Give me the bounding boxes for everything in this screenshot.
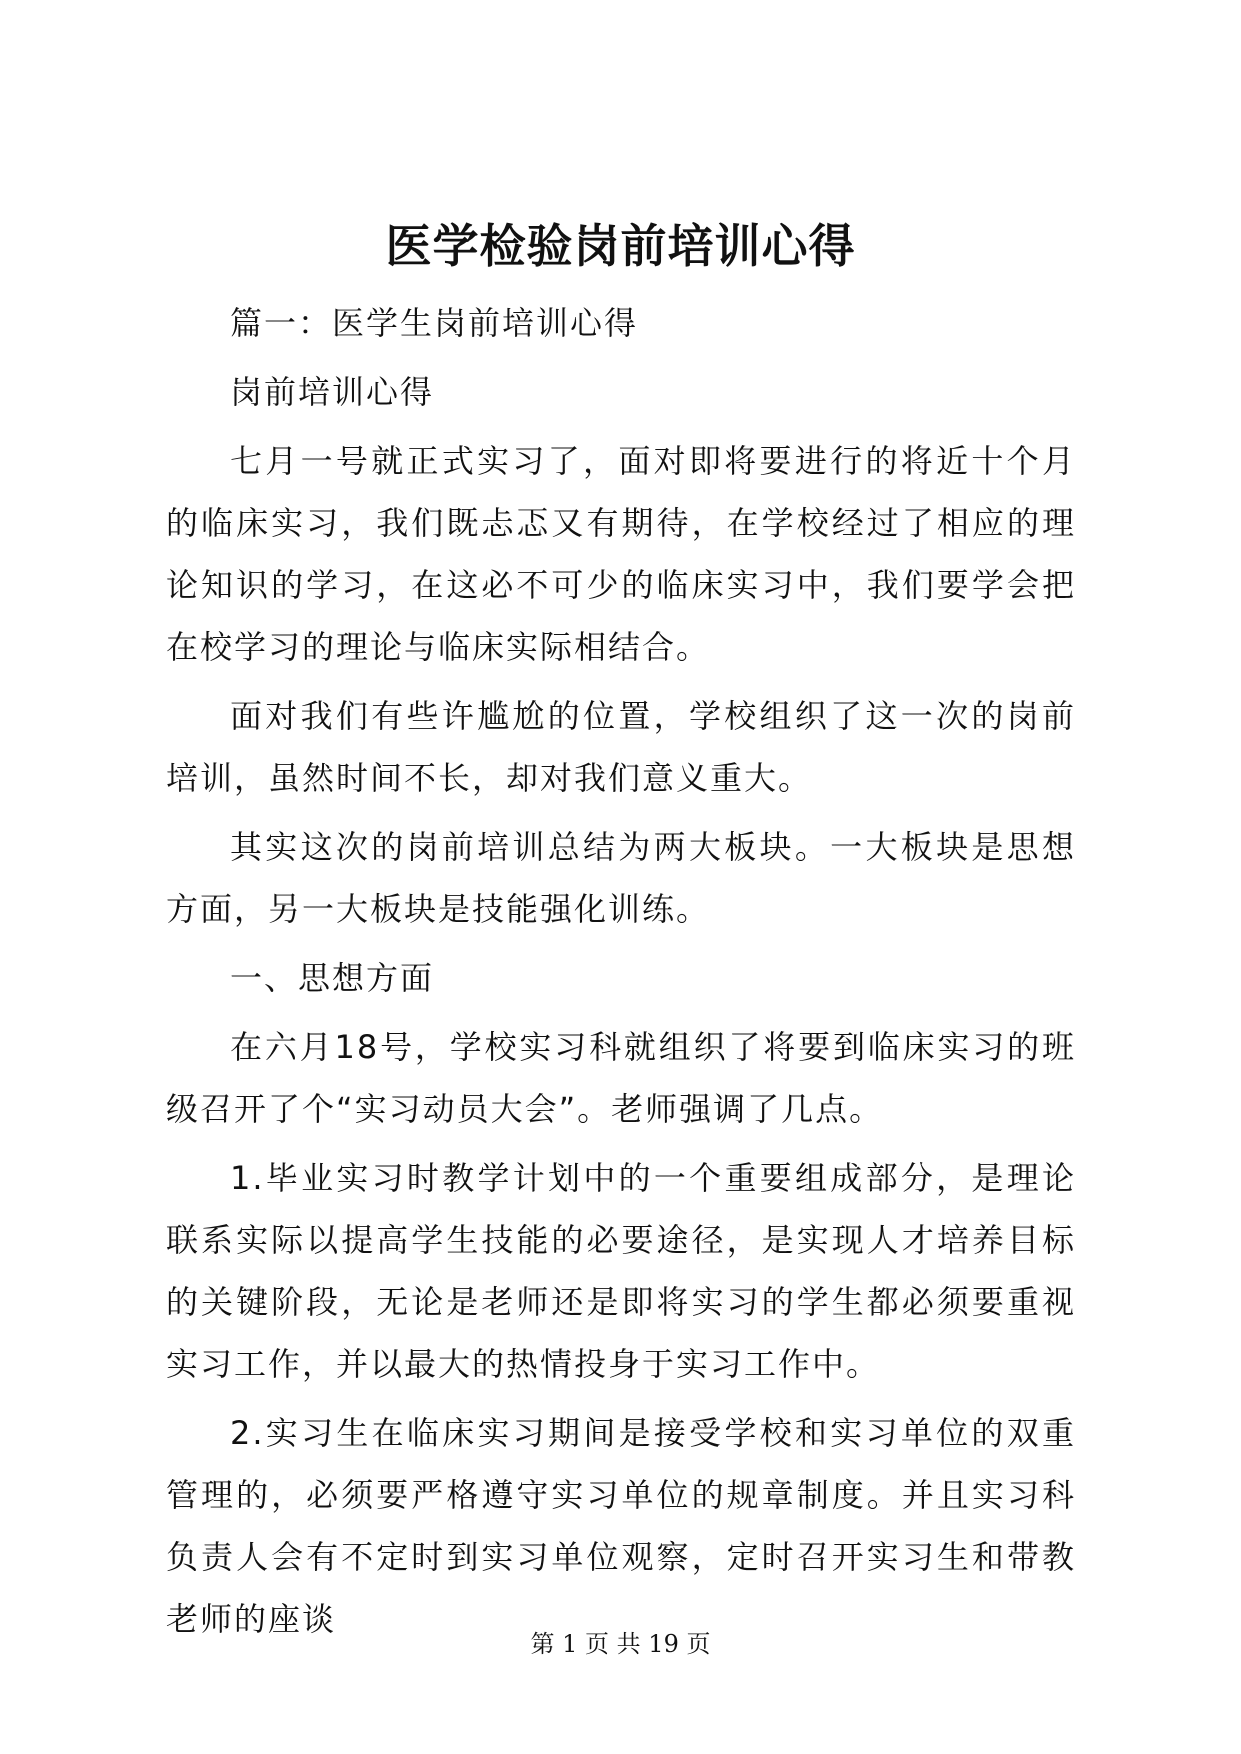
page-number-footer: 第 1 页 共 19 页 bbox=[530, 1630, 711, 1658]
body-paragraph: 其实这次的岗前培训总结为两大板块。一大板块是思想方面，另一大板块是技能强化训练。 bbox=[166, 828, 1076, 928]
body-paragraph: 在六月18号，学校实习科就组织了将要到临床实习的班级召开了个“实习动员大会”。老师强调了几点。 bbox=[166, 1028, 1076, 1128]
section-heading: 篇一：医学生岗前培训心得 bbox=[230, 304, 639, 342]
document-title: 医学检验岗前培训心得 bbox=[385, 219, 856, 273]
subtitle: 岗前培训心得 bbox=[230, 373, 435, 411]
subsection-heading: 一、思想方面 bbox=[230, 959, 435, 997]
body-paragraph: 七月一号就正式实习了，面对即将要进行的将近十个月的临床实习，我们既忐忑又有期待，在学校经过了相应的理论知识的学习，在这必不可少的临床实习中，我们要学会把在校学习的理论与临床实际相结合。 bbox=[166, 442, 1076, 666]
list-item: 2.实习生在临床实习期间是接受学校和实习单位的双重管理的，必须要严格遵守实习单位的规章制度。并且实习科负责人会有不定时到实习单位观察，定时召开实习生和带教老师的座谈 bbox=[166, 1414, 1076, 1638]
list-item: 1.毕业实习时教学计划中的一个重要组成部分，是理论联系实际以提高学生技能的必要途径，是实现人才培养目标的关键阶段，无论是老师还是即将实习的学生都必须要重视实习工作，并以最大的热情投身于实习工作中。 bbox=[166, 1159, 1076, 1383]
document-body bbox=[166, 292, 1076, 1657]
body-paragraph: 面对我们有些许尴尬的位置，学校组织了这一次的岗前培训，虽然时间不长，却对我们意义重大。 bbox=[166, 697, 1076, 797]
